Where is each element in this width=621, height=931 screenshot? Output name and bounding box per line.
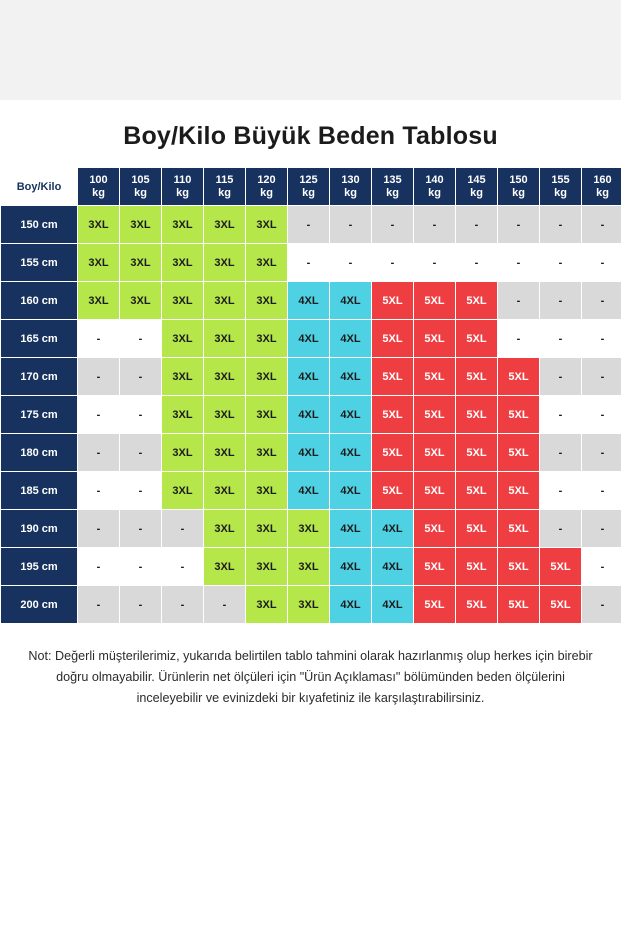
- size-cell: -: [582, 434, 621, 472]
- size-cell: -: [582, 548, 621, 586]
- size-cell: 3XL: [120, 282, 162, 320]
- size-cell: 5XL: [414, 586, 456, 624]
- table-row: [1, 510, 621, 548]
- size-cell: -: [582, 396, 621, 434]
- size-cell: -: [540, 472, 582, 510]
- size-cell: 4XL: [288, 472, 330, 510]
- size-cell: 4XL: [330, 434, 372, 472]
- size-cell: 5XL: [414, 358, 456, 396]
- page-title: Boy/Kilo Büyük Beden Tablosu: [123, 122, 498, 150]
- size-cell: -: [162, 510, 204, 548]
- column-header: 120 kg: [246, 168, 288, 206]
- size-cell: 5XL: [498, 586, 540, 624]
- size-cell: 4XL: [330, 548, 372, 586]
- row-header: 185 cm: [1, 472, 78, 510]
- size-cell: 5XL: [498, 358, 540, 396]
- size-cell: -: [498, 282, 540, 320]
- size-cell: 5XL: [414, 434, 456, 472]
- size-cell: -: [120, 586, 162, 624]
- size-cell: 3XL: [204, 282, 246, 320]
- size-cell: -: [120, 548, 162, 586]
- size-cell: -: [78, 396, 120, 434]
- size-cell: 3XL: [162, 472, 204, 510]
- size-cell: 5XL: [540, 586, 582, 624]
- size-cell: -: [456, 244, 498, 282]
- size-cell: -: [582, 206, 621, 244]
- size-cell: -: [78, 510, 120, 548]
- size-cell: 3XL: [246, 244, 288, 282]
- column-header: 100 kg: [78, 168, 120, 206]
- size-cell: 3XL: [288, 510, 330, 548]
- table-row: [1, 472, 621, 510]
- column-header: 125 kg: [288, 168, 330, 206]
- size-cell: -: [204, 586, 246, 624]
- size-cell: 3XL: [78, 282, 120, 320]
- size-cell: 3XL: [246, 586, 288, 624]
- size-cell: 5XL: [372, 434, 414, 472]
- size-cell: 3XL: [204, 548, 246, 586]
- size-cell: -: [78, 472, 120, 510]
- table-row: [1, 396, 621, 434]
- size-cell: -: [498, 320, 540, 358]
- size-cell: 3XL: [162, 320, 204, 358]
- size-cell: 3XL: [204, 396, 246, 434]
- size-cell: 4XL: [288, 282, 330, 320]
- size-cell: -: [414, 244, 456, 282]
- size-cell: -: [540, 244, 582, 282]
- size-cell: 5XL: [456, 434, 498, 472]
- size-cell: -: [582, 472, 621, 510]
- size-cell: -: [582, 358, 621, 396]
- size-cell: -: [78, 548, 120, 586]
- size-cell: 5XL: [540, 548, 582, 586]
- size-cell: -: [540, 510, 582, 548]
- row-header: 180 cm: [1, 434, 78, 472]
- size-cell: -: [120, 434, 162, 472]
- column-header: 135 kg: [372, 168, 414, 206]
- size-cell: 4XL: [372, 510, 414, 548]
- column-header: 130 kg: [330, 168, 372, 206]
- size-cell: -: [120, 320, 162, 358]
- size-cell: -: [78, 434, 120, 472]
- content-area: [0, 100, 621, 709]
- size-cell: -: [582, 282, 621, 320]
- size-cell: -: [78, 586, 120, 624]
- size-cell: -: [120, 358, 162, 396]
- size-cell: 3XL: [204, 510, 246, 548]
- size-cell: 5XL: [414, 282, 456, 320]
- size-cell: 5XL: [372, 396, 414, 434]
- size-cell: -: [288, 244, 330, 282]
- size-cell: 3XL: [204, 206, 246, 244]
- size-cell: 5XL: [498, 472, 540, 510]
- row-header: 165 cm: [1, 320, 78, 358]
- size-cell: 5XL: [456, 586, 498, 624]
- row-header: 195 cm: [1, 548, 78, 586]
- size-cell: -: [540, 320, 582, 358]
- size-cell: 4XL: [330, 320, 372, 358]
- row-header: 200 cm: [1, 586, 78, 624]
- top-strip: [0, 0, 621, 100]
- size-cell: 3XL: [204, 472, 246, 510]
- size-cell: 4XL: [288, 358, 330, 396]
- size-cell: -: [540, 206, 582, 244]
- table-header: [1, 168, 621, 206]
- table-row: [1, 548, 621, 586]
- size-cell: 4XL: [330, 396, 372, 434]
- size-cell: 5XL: [498, 434, 540, 472]
- size-cell: -: [582, 320, 621, 358]
- size-cell: -: [78, 320, 120, 358]
- row-header: 150 cm: [1, 206, 78, 244]
- size-cell: 5XL: [456, 548, 498, 586]
- column-header: 110 kg: [162, 168, 204, 206]
- size-cell: 3XL: [246, 396, 288, 434]
- size-cell: 3XL: [204, 434, 246, 472]
- row-header: 155 cm: [1, 244, 78, 282]
- table-row: [1, 282, 621, 320]
- column-header: 150 kg: [498, 168, 540, 206]
- size-cell: 3XL: [288, 548, 330, 586]
- table-row: [1, 358, 621, 396]
- table-corner-label: Boy/Kilo: [1, 168, 78, 206]
- table-row: [1, 206, 621, 244]
- column-header: 155 kg: [540, 168, 582, 206]
- size-cell: 3XL: [246, 548, 288, 586]
- table-header-row: [1, 168, 621, 206]
- size-cell: -: [498, 244, 540, 282]
- size-cell: 3XL: [204, 320, 246, 358]
- size-cell: 3XL: [78, 244, 120, 282]
- size-cell: 5XL: [456, 472, 498, 510]
- size-cell: 5XL: [456, 510, 498, 548]
- column-header: 140 kg: [414, 168, 456, 206]
- size-cell: 5XL: [372, 320, 414, 358]
- size-cell: 3XL: [246, 434, 288, 472]
- size-cell: 4XL: [288, 396, 330, 434]
- size-cell: 4XL: [330, 472, 372, 510]
- size-cell: -: [582, 586, 621, 624]
- size-cell: -: [498, 206, 540, 244]
- row-header: 175 cm: [1, 396, 78, 434]
- size-cell: 3XL: [246, 206, 288, 244]
- size-cell: 4XL: [330, 282, 372, 320]
- size-cell: 3XL: [162, 396, 204, 434]
- size-cell: 5XL: [414, 472, 456, 510]
- size-cell: 5XL: [456, 358, 498, 396]
- size-cell: 3XL: [162, 282, 204, 320]
- size-cell: -: [120, 396, 162, 434]
- row-header: 160 cm: [1, 282, 78, 320]
- column-header: 115 kg: [204, 168, 246, 206]
- size-cell: 5XL: [414, 548, 456, 586]
- size-cell: -: [540, 396, 582, 434]
- size-cell: 5XL: [456, 320, 498, 358]
- size-table: [0, 167, 621, 624]
- size-cell: 3XL: [246, 320, 288, 358]
- size-cell: 3XL: [162, 244, 204, 282]
- row-header: 170 cm: [1, 358, 78, 396]
- size-cell: 3XL: [246, 282, 288, 320]
- size-cell: 5XL: [414, 396, 456, 434]
- disclaimer-note: Not: Değerli müşterilerimiz, yukarıda belirtilen tablo tahmini olarak hazırlanmış olup herkes için birebir doğru olmayabilir. Ürünlerin net ölçüleri için "Ürün Açıklaması" bölümünden beden ölçülerini inceleyebilir ve evinizdeki bir kıyafetiniz ile karşılaştırabilirsiniz.: [28, 649, 593, 705]
- size-cell: 3XL: [120, 244, 162, 282]
- size-cell: -: [372, 244, 414, 282]
- size-cell: 3XL: [120, 206, 162, 244]
- size-cell: -: [456, 206, 498, 244]
- size-cell: 4XL: [330, 510, 372, 548]
- size-cell: 3XL: [246, 472, 288, 510]
- size-cell: -: [330, 244, 372, 282]
- size-cell: -: [540, 358, 582, 396]
- column-header: 145 kg: [456, 168, 498, 206]
- table-row: [1, 434, 621, 472]
- row-header: 190 cm: [1, 510, 78, 548]
- table-row: [1, 320, 621, 358]
- size-cell: 5XL: [498, 548, 540, 586]
- size-cell: -: [582, 510, 621, 548]
- size-cell: 4XL: [330, 358, 372, 396]
- size-cell: 3XL: [162, 358, 204, 396]
- size-cell: -: [162, 586, 204, 624]
- size-cell: 4XL: [372, 548, 414, 586]
- size-cell: -: [288, 206, 330, 244]
- size-cell: 3XL: [78, 206, 120, 244]
- size-cell: 5XL: [456, 282, 498, 320]
- size-cell: -: [540, 282, 582, 320]
- size-cell: -: [582, 244, 621, 282]
- size-cell: 3XL: [204, 358, 246, 396]
- size-cell: 5XL: [414, 510, 456, 548]
- size-cell: 4XL: [330, 586, 372, 624]
- column-header: 105 kg: [120, 168, 162, 206]
- size-cell: -: [540, 434, 582, 472]
- size-cell: 5XL: [372, 282, 414, 320]
- size-cell: 4XL: [288, 320, 330, 358]
- size-cell: 3XL: [162, 434, 204, 472]
- column-header: 160 kg: [582, 168, 621, 206]
- size-cell: -: [372, 206, 414, 244]
- size-cell: 5XL: [498, 510, 540, 548]
- size-cell: -: [120, 472, 162, 510]
- size-cell: 4XL: [372, 586, 414, 624]
- table-row: [1, 586, 621, 624]
- size-cell: 5XL: [414, 320, 456, 358]
- size-cell: 3XL: [246, 358, 288, 396]
- size-cell: -: [78, 358, 120, 396]
- size-cell: -: [414, 206, 456, 244]
- size-cell: 5XL: [456, 396, 498, 434]
- size-cell: 4XL: [288, 434, 330, 472]
- size-cell: 5XL: [372, 472, 414, 510]
- size-cell: -: [120, 510, 162, 548]
- size-cell: 3XL: [246, 510, 288, 548]
- size-cell: 3XL: [288, 586, 330, 624]
- size-cell: 5XL: [372, 358, 414, 396]
- size-cell: -: [162, 548, 204, 586]
- table-body: [1, 206, 621, 624]
- size-cell: 3XL: [204, 244, 246, 282]
- table-row: [1, 244, 621, 282]
- size-cell: 3XL: [162, 206, 204, 244]
- size-cell: 5XL: [498, 396, 540, 434]
- size-cell: -: [330, 206, 372, 244]
